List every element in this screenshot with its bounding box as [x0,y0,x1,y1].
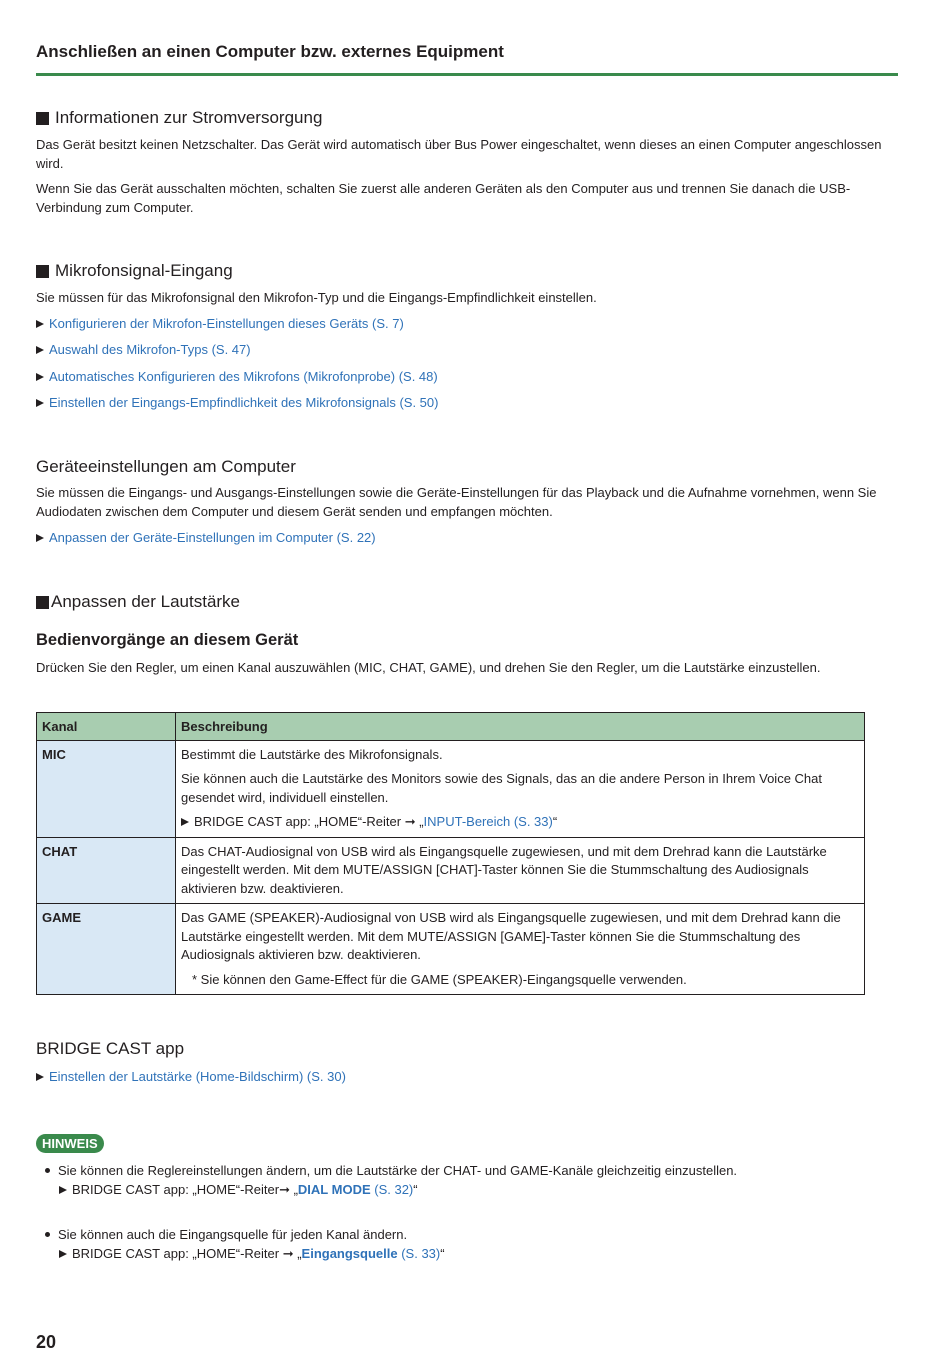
table-header-beschreibung: Beschreibung [176,713,865,741]
beschreibung-cell-mic [176,740,865,837]
hinweis-ref-1 [45,1180,895,1199]
link-dial-mode[interactable] [298,1182,413,1197]
link-geraete-einstellungen[interactable]: Anpassen der Geräte-Einstellungen im Computer (S. 22) [49,530,376,545]
game-desc: Das GAME (SPEAKER)-Audiosignal von USB wird als Eingangsquelle zugewiesen, und mit dem Drehrad kann die Lautstärke eingestellt werden. Mit dem MUTE/ASSIGN [GAME]-Taster können Sie die Stummschaltung des Audiosignals aktivieren bzw. deaktivieren. [181,910,841,962]
eingangsquelle-page[interactable]: (S. 33) [397,1246,441,1261]
section-title-geraete: Geräteeinstellungen am Computer [36,457,296,476]
arrow-right-icon [36,373,44,381]
mic-desc-2: Sie können auch die Lautstärke des Monitors sowie des Signals, das an die andere Person in Ihrem Voice Chat gesendet wird, individuell einstellen. [181,771,822,805]
ref-prefix: BRIDGE CAST app: „HOME“-Reiter➞ „ [72,1182,298,1197]
arrow-right-icon [59,1186,67,1194]
hinweis-text-2: Sie können auch die Eingangsquelle für jeden Kanal ändern. [58,1227,408,1242]
section-title-text: Anpassen der Lautstärke [51,592,241,611]
table-header-row [37,713,865,741]
mic-reference [181,813,859,832]
section-title-laut [36,592,240,612]
arrow-right-icon [181,818,189,826]
link-mikro-config[interactable]: Konfigurieren der Mikrofon-Einstellungen dieses Geräts (S. 7) [49,316,404,331]
beschreibung-cell-game [176,904,865,995]
arrow-right-icon [36,1073,44,1081]
link-mikro-typ[interactable]: Auswahl des Mikrofon-Typs (S. 47) [49,342,251,357]
square-bullet-icon [36,112,49,125]
hinweis-bullet-2 [45,1225,895,1263]
square-bullet-icon [36,596,49,609]
page-header-title: Anschließen an einen Computer bzw. externes Equipment [36,42,504,61]
hinweis-text-1: Sie können die Reglereinstellungen ändern, um die Lautstärke der CHAT- und GAME-Kanäle gleichzeitig einzustellen. [58,1163,738,1178]
arrow-right-icon [36,320,44,328]
bullet-dot-icon [45,1168,50,1173]
ref-suffix: “ [413,1182,418,1197]
chat-desc: Das CHAT-Audiosignal von USB wird als Eingangsquelle zugewiesen, und mit dem Drehrad kann die Lautstärke eingestellt werden. Mit dem MUTE/ASSIGN [CHAT]-Taster können Sie die Stummschaltung des Audiosignals aktivieren bzw. deaktivieren. [181,843,827,896]
laut-paragraph: Drücken Sie den Regler, um einen Kanal auszuwählen (MIC, CHAT, GAME), und drehen Sie den Regler, um die Lautstärke einzustellen. [36,660,821,675]
link-mikro-empfindlichkeit[interactable]: Einstellen der Eingangs-Empfindlichkeit des Mikrofonsignals (S. 50) [49,395,439,410]
geraete-paragraph: Sie müssen die Eingangs- und Ausgangs-Einstellungen sowie die Geräte-Einstellungen für das Playback und die Aufnahme vornehmen, wenn Sie Audiodaten zwischen dem Computer und diesem Gerät senden und empfangen möchten. [36,485,877,519]
ref-suffix: “ [440,1246,445,1261]
header-divider [36,73,898,76]
link-row[interactable] [36,394,438,412]
arrow-right-icon [36,346,44,354]
section-title-bridge: BRIDGE CAST app [36,1039,185,1058]
strom-paragraph-1: Das Gerät besitzt keinen Netzschalter. Das Gerät wird automatisch über Bus Power eingeschaltet, wenn dieses an einen Computer angeschlossen wird. [36,137,882,171]
ref-prefix: BRIDGE CAST app: „HOME“-Reiter ➞ „ [72,1246,302,1261]
hinweis-ref-2 [45,1244,895,1263]
hinweis-badge: HINWEIS [36,1134,104,1153]
page-number: 20 [36,1332,57,1352]
eingangsquelle-label[interactable]: Eingangsquelle [301,1246,398,1261]
mikro-paragraph: Sie müssen für das Mikrofonsignal den Mikrofon-Typ und die Eingangs-Empfindlichkeit einstellen. [36,290,597,305]
link-row[interactable] [36,368,438,386]
link-input-bereich[interactable]: INPUT-Bereich (S. 33) [423,814,553,829]
section-title-strom [36,108,322,128]
channel-table [36,712,865,995]
link-lautstaerke-home[interactable]: Einstellen der Lautstärke (Home-Bildschirm) (S. 30) [49,1069,346,1084]
section-title-mikro [36,261,233,281]
kanal-cell-game: GAME [37,904,176,995]
mic-desc-1: Bestimmt die Lautstärke des Mikrofonsignals. [181,746,443,762]
bullet-dot-icon [45,1232,50,1237]
beschreibung-cell-chat [176,837,865,904]
dial-mode-label[interactable]: DIAL MODE [297,1182,371,1197]
link-row[interactable] [36,341,251,359]
link-eingangsquelle[interactable] [302,1246,441,1261]
square-bullet-icon [36,265,49,278]
table-row [37,904,865,995]
game-note: * Sie können den Game-Effect für die GAME (SPEAKER)-Eingangsquelle verwenden. [192,971,687,987]
mic-ref-suffix: “ [552,814,558,829]
link-row[interactable] [36,1068,346,1086]
table-row [37,740,865,837]
arrow-right-icon [36,534,44,542]
arrow-right-icon [59,1250,67,1258]
section-title-text: Informationen zur Stromversorgung [55,108,323,127]
kanal-cell-mic: MIC [37,740,176,837]
dial-mode-page[interactable]: (S. 32) [370,1182,414,1197]
link-row[interactable] [36,315,404,333]
hinweis-bullet-1 [45,1161,895,1199]
link-mikro-probe[interactable]: Automatisches Konfigurieren des Mikrofons (Mikrofonprobe) (S. 48) [49,369,438,384]
link-row[interactable] [36,529,376,547]
section-title-text: Mikrofonsignal-Eingang [55,261,233,280]
table-row [37,837,865,904]
strom-paragraph-2: Wenn Sie das Gerät ausschalten möchten, schalten Sie zuerst alle anderen Geräten als den Computer aus und trennen Sie danach die USB-Verbindung zum Computer. [36,181,851,215]
subsection-title: Bedienvorgänge an diesem Gerät [36,631,299,649]
arrow-right-icon [36,399,44,407]
kanal-cell-chat: CHAT [37,837,176,904]
table-header-kanal: Kanal [37,713,176,741]
mic-ref-prefix: BRIDGE CAST app: „HOME“-Reiter ➞ „ [194,814,424,829]
